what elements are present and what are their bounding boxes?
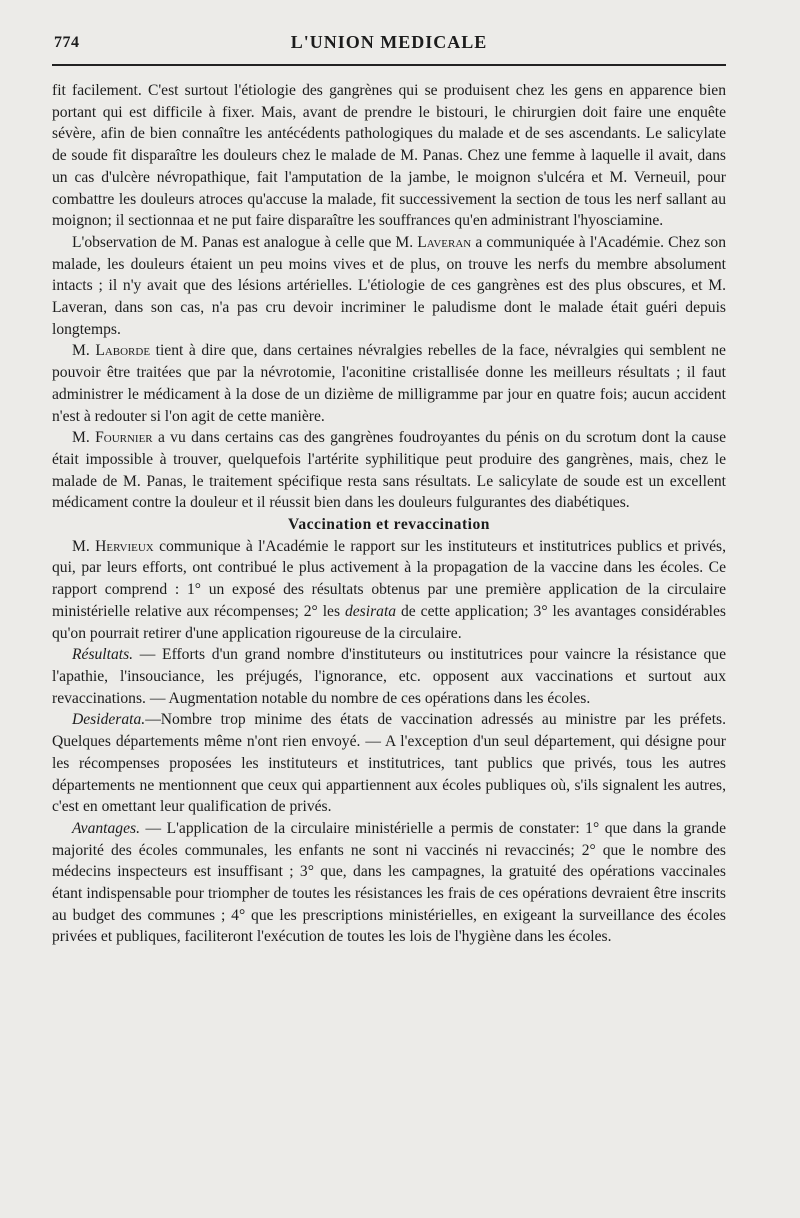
article-body [52, 80, 726, 948]
author-name: Laborde [95, 342, 151, 360]
header-rule [52, 64, 726, 66]
paragraph-resultats: Résultats. — Efforts d'un grand nombre d'instituteurs ou institutrices pour vaincre la résistance que l'apathie, l'insouciance, les préjugés, l'ignorance, etc. opposent aux vaccinations et surtout aux revaccinations. — Augmentation notable du nombre de ces opérations dans les écoles. [52, 646, 726, 707]
page-number: 774 [54, 34, 80, 51]
subsection-label: Résultats. [72, 646, 134, 664]
paragraph-continuation: fit facilement. C'est surtout l'étiologie des gangrènes qui se produisent chez les gens en apparence bien portant qui est difficile à fixer. Mais, avant de prendre le bistouri, le chirurgien doit faire une enquête sévère, afin de bien connaître les antécédents pathologiques du malade et de ses ascendants. Le salicylate de soude fit disparaître les douleurs chez le malade de M. Panas. Chez une femme à laquelle il avait, dans un cas d'ulcère névropathique, fait l'amputation de la jambe, le moignon s'ulcéra et M. Verneuil, pour combattre les douleurs atroces qu'accuse la malade, fit successivement la section de tous les nerf sallant au moignon; il sectionnaa et ne put faire disparaître les souffrances qu'en administrant l'hyosciamine. [52, 82, 726, 230]
author-name: Hervieux [95, 537, 154, 555]
paragraph-laborde: M. Laborde tient à dire que, dans certaines névralgies rebelles de la face, névralgies qui semblent ne pouvoir être traitées que par la névrotomie, l'aconitine cristallisée donne les meilleurs résultats ; il faut administrer le médicament à la dose de un dizième de milligramme par jour en quatre fois; aucun accident n'est à redouter si l'on agit de cette manière. [52, 342, 726, 425]
section-title: Vaccination et revaccination [288, 516, 490, 534]
running-head: L'UNION MEDICALE [290, 32, 488, 52]
subsection-label: Desiderata. [72, 711, 146, 729]
paragraph-fournier: M. Fournier a vu dans certains cas des gangrènes foudroyantes du pénis on du scrotum dont la cause était impossible à trouver, quelquefois l'artérite syphilitique peut produire des gangrènes, mais, chez le malade de M. Panas, le traitement spécifique resta sans résultats. Le salicylate de soude est un excellent médicament contre la douleur et il réussit bien dans les douleurs fulgurantes des diabétiques. [52, 429, 726, 512]
author-name: Laveran [417, 233, 472, 251]
paragraph-avantages: Avantages. — L'application de la circulaire ministérielle a permis de constater: 1° que dans la grande majorité des écoles communales, les enfants ne sont ni vaccinés ni revaccinés; 2° que le nombre des médecins inspecteurs est insuffisant ; 3° que, dans les campagnes, la gratuité des opérations vaccinales étant indispensable pour triompher de toutes les résistances les frais de ces opérations devraient être inscrits au budget des communes ; 4° que les prescriptions ministérielles, en exigeant la surveillance des écoles privées et publiques, faciliteront l'exécution de toutes les lois de l'hygiène dans les écoles. [52, 819, 726, 946]
author-name: Fournier [95, 429, 153, 447]
paragraph-desiderata: Desiderata.—Nombre trop minime des états de vaccination adressés au ministre par les préfets. Quelques départements même n'ont rien envoyé. — A l'exception d'un seul département, qui désigne pour les récompenses proposées les instituteurs et institutrices, tant publics que privés, tous les autres départements ne mentionnent que ceux qui appartiennent aux écoles publiques où, s'ils signalent les autres, c'est en omettant leur qualification de privés. [52, 711, 726, 816]
page-header [52, 30, 726, 60]
paragraph-laveran: L'observation de M. Panas est analogue à celle que M. Laveran a communiquée à l'Académie. Chez son malade, les douleurs étaient un peu moins vives et de plus, on trouve les nerfs du membre absolument intacts ; il n'y avait que des lésions artérielles. L'étiologie de ces gangrènes est des plus obscures, et M. Laveran, dans son cas, n'a pas cru devoir incriminer le paludisme dont le malade était guéri depuis longtemps. [52, 233, 726, 338]
subsection-label: Avantages. [72, 819, 140, 837]
paragraph-hervieux: M. Hervieux communique à l'Académie le rapport sur les instituteurs et institutrices publics et privés, qui, par leurs efforts, ont contribué le plus activement à la propagation de la vaccine dans les écoles. Ce rapport comprend : 1° un exposé des résultats obtenus par une première application de la circulaire ministérielle relative aux récompenses; 2° les desirata de cette application; 3° les avantages considérables qu'on pourrait retirer d'une application rigoureuse de la circulaire. [52, 537, 727, 642]
desirata-term: desirata [344, 602, 397, 620]
